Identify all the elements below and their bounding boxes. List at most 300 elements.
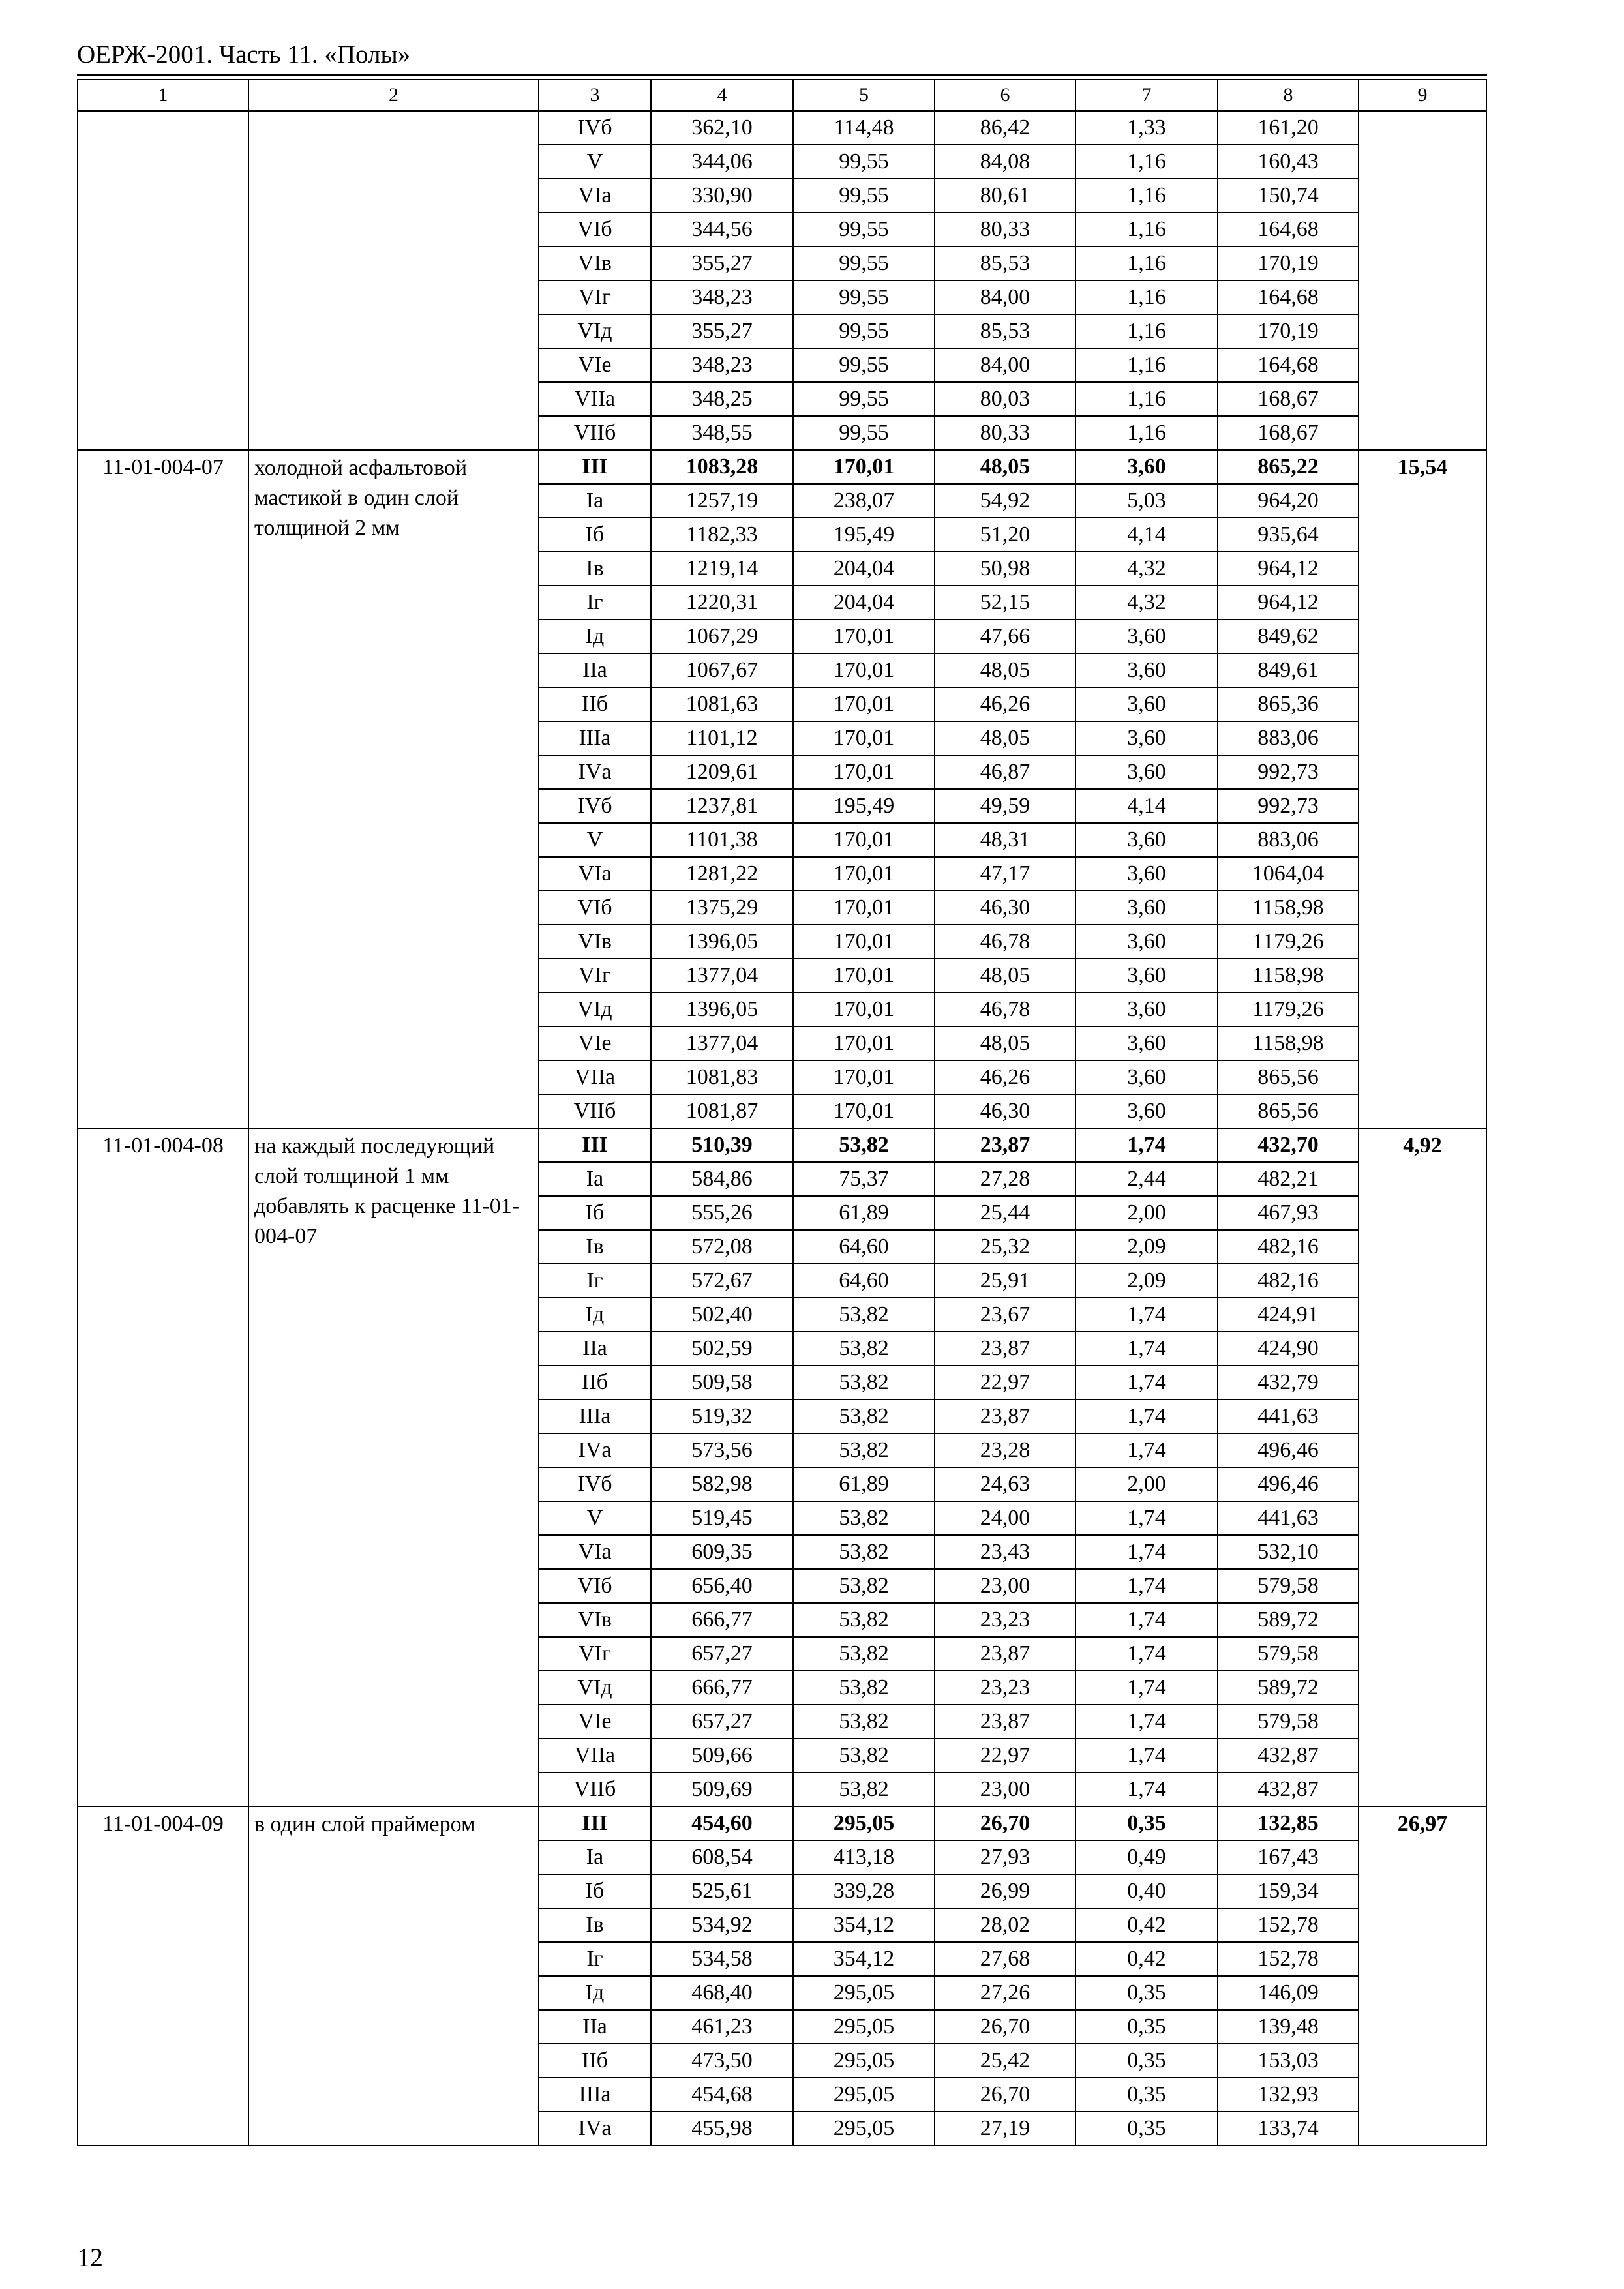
wages-cell: 61,89: [793, 1467, 935, 1501]
zone-cell: VIг: [539, 280, 651, 314]
total-cost-cell: 657,27: [651, 1637, 793, 1671]
zone-cell: V: [539, 1501, 651, 1535]
materials-cell: 164,68: [1218, 213, 1359, 247]
description-cell: [248, 111, 539, 450]
total-cost-cell: 1083,28: [651, 450, 793, 484]
labor-cell: [1359, 111, 1486, 450]
machinist-wages-cell: 1,16: [1075, 314, 1218, 348]
machines-cell: 23,87: [935, 1332, 1075, 1366]
machines-cell: 80,61: [935, 179, 1075, 213]
total-cost-cell: 657,27: [651, 1705, 793, 1739]
total-cost-cell: 330,90: [651, 179, 793, 213]
rate-description: в один слой праймером: [248, 1806, 539, 2146]
machinist-wages-cell: 3,60: [1075, 721, 1218, 755]
total-cost-cell: 510,39: [651, 1128, 793, 1162]
zone-cell: Iа: [539, 1840, 651, 1874]
machines-cell: 47,17: [935, 857, 1075, 891]
machinist-wages-cell: 5,03: [1075, 484, 1218, 518]
zone-cell: VIв: [539, 925, 651, 959]
total-cost-cell: 502,40: [651, 1298, 793, 1332]
machines-cell: 54,92: [935, 484, 1075, 518]
column-number: 8: [1218, 80, 1359, 111]
zone-cell: VIе: [539, 348, 651, 382]
table-row: [78, 1806, 1486, 1840]
machines-cell: 23,67: [935, 1298, 1075, 1332]
machinist-wages-cell: 2,00: [1075, 1196, 1218, 1230]
wages-cell: 170,01: [793, 993, 935, 1026]
materials-cell: 441,63: [1218, 1501, 1359, 1535]
machines-cell: 80,03: [935, 382, 1075, 416]
machines-cell: 25,44: [935, 1196, 1075, 1230]
machines-cell: 23,00: [935, 1569, 1075, 1603]
header-rule: [77, 74, 1487, 76]
machinist-wages-cell: 3,60: [1075, 620, 1218, 653]
machinist-wages-cell: 1,74: [1075, 1501, 1218, 1535]
total-cost-cell: 348,25: [651, 382, 793, 416]
zone-cell: VIIа: [539, 1060, 651, 1094]
materials-cell: 883,06: [1218, 721, 1359, 755]
materials-cell: 579,58: [1218, 1569, 1359, 1603]
materials-cell: 865,22: [1218, 450, 1359, 484]
machinist-wages-cell: 0,42: [1075, 1908, 1218, 1942]
materials-cell: 432,87: [1218, 1773, 1359, 1806]
materials-cell: 482,16: [1218, 1264, 1359, 1298]
machines-cell: 46,26: [935, 1060, 1075, 1094]
machines-cell: 24,00: [935, 1501, 1075, 1535]
zone-cell: VIа: [539, 857, 651, 891]
machinist-wages-cell: 1,16: [1075, 145, 1218, 179]
page-number: 12: [77, 2243, 103, 2272]
wages-cell: 53,82: [793, 1128, 935, 1162]
machinist-wages-cell: 3,60: [1075, 755, 1218, 789]
total-cost-cell: 461,23: [651, 2010, 793, 2044]
machinist-wages-cell: 1,74: [1075, 1739, 1218, 1773]
wages-cell: 170,01: [793, 891, 935, 925]
total-cost-cell: 519,32: [651, 1399, 793, 1433]
zone-cell: VIг: [539, 1637, 651, 1671]
column-number: 5: [793, 80, 935, 111]
machines-cell: 23,87: [935, 1128, 1075, 1162]
machines-cell: 26,70: [935, 1806, 1075, 1840]
machinist-wages-cell: 3,60: [1075, 823, 1218, 857]
machinist-wages-cell: 1,74: [1075, 1535, 1218, 1569]
wages-cell: 295,05: [793, 1976, 935, 2010]
machines-cell: 46,30: [935, 1094, 1075, 1128]
wages-cell: 170,01: [793, 687, 935, 721]
machines-cell: 23,00: [935, 1773, 1075, 1806]
zone-cell: Iд: [539, 1976, 651, 2010]
total-cost-cell: 1101,38: [651, 823, 793, 857]
wages-cell: 99,55: [793, 314, 935, 348]
materials-cell: 168,67: [1218, 382, 1359, 416]
materials-cell: 168,67: [1218, 416, 1359, 450]
materials-cell: 132,85: [1218, 1806, 1359, 1840]
total-cost-cell: 1377,04: [651, 1026, 793, 1060]
total-cost-cell: 1220,31: [651, 586, 793, 620]
wages-cell: 413,18: [793, 1840, 935, 1874]
total-cost-cell: 509,58: [651, 1366, 793, 1399]
wages-cell: 354,12: [793, 1942, 935, 1976]
machines-cell: 47,66: [935, 620, 1075, 653]
total-cost-cell: 1081,87: [651, 1094, 793, 1128]
materials-cell: 964,12: [1218, 552, 1359, 586]
wages-cell: 295,05: [793, 2078, 935, 2112]
materials-cell: 164,68: [1218, 280, 1359, 314]
wages-cell: 53,82: [793, 1671, 935, 1705]
machinist-wages-cell: 1,16: [1075, 179, 1218, 213]
column-number: 6: [935, 80, 1075, 111]
materials-cell: 849,61: [1218, 653, 1359, 687]
machinist-wages-cell: 3,60: [1075, 959, 1218, 993]
machines-cell: 48,05: [935, 959, 1075, 993]
machines-cell: 86,42: [935, 111, 1075, 145]
wages-cell: 170,01: [793, 450, 935, 484]
total-cost-cell: 362,10: [651, 111, 793, 145]
machines-cell: 27,19: [935, 2112, 1075, 2146]
materials-cell: 992,73: [1218, 789, 1359, 823]
machinist-wages-cell: 0,35: [1075, 2044, 1218, 2078]
zone-cell: Iг: [539, 586, 651, 620]
machines-cell: 80,33: [935, 416, 1075, 450]
labor-cost-value: 4,92: [1359, 1128, 1486, 1806]
zone-cell: VIд: [539, 993, 651, 1026]
zone-cell: Iб: [539, 518, 651, 552]
zone-cell: VIа: [539, 1535, 651, 1569]
machines-cell: 23,87: [935, 1399, 1075, 1433]
zone-cell: VIIб: [539, 1094, 651, 1128]
machines-cell: 22,97: [935, 1739, 1075, 1773]
materials-cell: 146,09: [1218, 1976, 1359, 2010]
zone-cell: IIIа: [539, 721, 651, 755]
materials-cell: 589,72: [1218, 1603, 1359, 1637]
machinist-wages-cell: 0,35: [1075, 2078, 1218, 2112]
materials-cell: 133,74: [1218, 2112, 1359, 2146]
total-cost-cell: 1101,12: [651, 721, 793, 755]
rate-description: на каждый последующий слой толщиной 1 мм добавлять к расценке 11-01-004-07: [248, 1128, 539, 1806]
total-cost-cell: 1396,05: [651, 925, 793, 959]
machinist-wages-cell: 1,74: [1075, 1671, 1218, 1705]
machines-cell: 46,87: [935, 755, 1075, 789]
total-cost-cell: 468,40: [651, 1976, 793, 2010]
total-cost-cell: 1067,67: [651, 653, 793, 687]
wages-cell: 99,55: [793, 348, 935, 382]
total-cost-cell: 525,61: [651, 1874, 793, 1908]
zone-cell: IVб: [539, 1467, 651, 1501]
total-cost-cell: 355,27: [651, 247, 793, 280]
wages-cell: 99,55: [793, 179, 935, 213]
wages-cell: 53,82: [793, 1569, 935, 1603]
wages-cell: 170,01: [793, 620, 935, 653]
zone-cell: Iб: [539, 1874, 651, 1908]
wages-cell: 170,01: [793, 721, 935, 755]
zone-cell: Iд: [539, 1298, 651, 1332]
wages-cell: 53,82: [793, 1603, 935, 1637]
materials-cell: 167,43: [1218, 1840, 1359, 1874]
rate-code: 11-01-004-09: [78, 1806, 248, 2146]
total-cost-cell: 1209,61: [651, 755, 793, 789]
materials-cell: 579,58: [1218, 1705, 1359, 1739]
column-number: 4: [651, 80, 793, 111]
zone-cell: IVа: [539, 2112, 651, 2146]
rate-code: 11-01-004-07: [78, 450, 248, 1128]
zone-cell: VIб: [539, 1569, 651, 1603]
materials-cell: 849,62: [1218, 620, 1359, 653]
column-number: 2: [248, 80, 539, 111]
zone-cell: IIб: [539, 2044, 651, 2078]
materials-cell: 496,46: [1218, 1433, 1359, 1467]
machinist-wages-cell: 1,33: [1075, 111, 1218, 145]
total-cost-cell: 582,98: [651, 1467, 793, 1501]
total-cost-cell: 1219,14: [651, 552, 793, 586]
wages-cell: 53,82: [793, 1298, 935, 1332]
materials-cell: 164,68: [1218, 348, 1359, 382]
total-cost-cell: 534,58: [651, 1942, 793, 1976]
machinist-wages-cell: 1,16: [1075, 382, 1218, 416]
zone-cell: VIIа: [539, 382, 651, 416]
wages-cell: 170,01: [793, 1094, 935, 1128]
wages-cell: 75,37: [793, 1162, 935, 1196]
machinist-wages-cell: 1,74: [1075, 1637, 1218, 1671]
machinist-wages-cell: 1,74: [1075, 1569, 1218, 1603]
wages-cell: 204,04: [793, 586, 935, 620]
zone-cell: VIIа: [539, 1739, 651, 1773]
machinist-wages-cell: 2,00: [1075, 1467, 1218, 1501]
wages-cell: 64,60: [793, 1264, 935, 1298]
machines-cell: 85,53: [935, 314, 1075, 348]
zone-cell: VIд: [539, 1671, 651, 1705]
wages-cell: 53,82: [793, 1739, 935, 1773]
wages-cell: 170,01: [793, 755, 935, 789]
zone-cell: Iв: [539, 552, 651, 586]
materials-cell: 579,58: [1218, 1637, 1359, 1671]
machines-cell: 27,68: [935, 1942, 1075, 1976]
zone-cell: III: [539, 450, 651, 484]
total-cost-cell: 608,54: [651, 1840, 793, 1874]
table-body: [78, 80, 1486, 2146]
zone-cell: Iг: [539, 1942, 651, 1976]
machinist-wages-cell: 1,16: [1075, 213, 1218, 247]
machines-cell: 23,28: [935, 1433, 1075, 1467]
table-row: [78, 1128, 1486, 1162]
wages-cell: 64,60: [793, 1230, 935, 1264]
total-cost-cell: 666,77: [651, 1671, 793, 1705]
materials-cell: 532,10: [1218, 1535, 1359, 1569]
machinist-wages-cell: 4,32: [1075, 552, 1218, 586]
machines-cell: 23,23: [935, 1671, 1075, 1705]
machines-cell: 26,70: [935, 2078, 1075, 2112]
total-cost-cell: 502,59: [651, 1332, 793, 1366]
wages-cell: 170,01: [793, 959, 935, 993]
materials-cell: 992,73: [1218, 755, 1359, 789]
total-cost-cell: 1257,19: [651, 484, 793, 518]
machinist-wages-cell: 0,40: [1075, 1874, 1218, 1908]
zone-cell: VIIб: [539, 1773, 651, 1806]
machinist-wages-cell: 3,60: [1075, 993, 1218, 1026]
machines-cell: 48,05: [935, 721, 1075, 755]
machinist-wages-cell: 3,60: [1075, 1060, 1218, 1094]
zone-cell: V: [539, 145, 651, 179]
total-cost-cell: 666,77: [651, 1603, 793, 1637]
total-cost-cell: 555,26: [651, 1196, 793, 1230]
total-cost-cell: 1081,83: [651, 1060, 793, 1094]
machines-cell: 22,97: [935, 1366, 1075, 1399]
materials-cell: 152,78: [1218, 1908, 1359, 1942]
zone-cell: VIб: [539, 891, 651, 925]
machinist-wages-cell: 1,74: [1075, 1366, 1218, 1399]
column-number-row: [78, 80, 1486, 111]
machines-cell: 51,20: [935, 518, 1075, 552]
zone-cell: IIа: [539, 1332, 651, 1366]
machinist-wages-cell: 1,74: [1075, 1603, 1218, 1637]
machines-cell: 84,00: [935, 348, 1075, 382]
zone-cell: Iд: [539, 620, 651, 653]
materials-cell: 150,74: [1218, 179, 1359, 213]
total-cost-cell: 348,23: [651, 280, 793, 314]
rate-description: холодной асфальтовой мастикой в один слой толщиной 2 мм: [248, 450, 539, 1128]
machinist-wages-cell: 2,09: [1075, 1230, 1218, 1264]
wages-cell: 99,55: [793, 382, 935, 416]
wages-cell: 99,55: [793, 247, 935, 280]
zone-cell: IVб: [539, 111, 651, 145]
total-cost-cell: 1067,29: [651, 620, 793, 653]
materials-cell: 964,12: [1218, 586, 1359, 620]
machines-cell: 50,98: [935, 552, 1075, 586]
wages-cell: 195,49: [793, 789, 935, 823]
zone-cell: III: [539, 1806, 651, 1840]
materials-cell: 1158,98: [1218, 959, 1359, 993]
machines-cell: 25,91: [935, 1264, 1075, 1298]
machinist-wages-cell: 1,74: [1075, 1332, 1218, 1366]
zone-cell: VIе: [539, 1026, 651, 1060]
zone-cell: V: [539, 823, 651, 857]
wages-cell: 53,82: [793, 1773, 935, 1806]
machines-cell: 46,78: [935, 925, 1075, 959]
machinist-wages-cell: 4,14: [1075, 789, 1218, 823]
zone-cell: VIIб: [539, 416, 651, 450]
zone-cell: VIа: [539, 179, 651, 213]
machinist-wages-cell: 0,49: [1075, 1840, 1218, 1874]
machinist-wages-cell: 1,74: [1075, 1705, 1218, 1739]
zone-cell: Iв: [539, 1230, 651, 1264]
wages-cell: 295,05: [793, 2044, 935, 2078]
machines-cell: 46,78: [935, 993, 1075, 1026]
wages-cell: 204,04: [793, 552, 935, 586]
materials-cell: 482,21: [1218, 1162, 1359, 1196]
machinist-wages-cell: 1,74: [1075, 1128, 1218, 1162]
materials-cell: 1158,98: [1218, 891, 1359, 925]
machinist-wages-cell: 1,74: [1075, 1298, 1218, 1332]
machines-cell: 27,93: [935, 1840, 1075, 1874]
total-cost-cell: 572,08: [651, 1230, 793, 1264]
total-cost-cell: 348,55: [651, 416, 793, 450]
zone-cell: VIб: [539, 213, 651, 247]
zone-cell: VIг: [539, 959, 651, 993]
total-cost-cell: 454,60: [651, 1806, 793, 1840]
machinist-wages-cell: 4,32: [1075, 586, 1218, 620]
machines-cell: 28,02: [935, 1908, 1075, 1942]
wages-cell: 53,82: [793, 1637, 935, 1671]
zone-cell: IVб: [539, 789, 651, 823]
wages-cell: 195,49: [793, 518, 935, 552]
total-cost-cell: 1281,22: [651, 857, 793, 891]
machinist-wages-cell: 0,35: [1075, 1806, 1218, 1840]
materials-cell: 865,56: [1218, 1094, 1359, 1128]
machines-cell: 27,26: [935, 1976, 1075, 2010]
column-number: 1: [78, 80, 248, 111]
total-cost-cell: 344,06: [651, 145, 793, 179]
zone-cell: III: [539, 1128, 651, 1162]
zone-cell: IIб: [539, 1366, 651, 1399]
machines-cell: 46,30: [935, 891, 1075, 925]
total-cost-cell: 534,92: [651, 1908, 793, 1942]
wages-cell: 170,01: [793, 823, 935, 857]
machines-cell: 23,87: [935, 1705, 1075, 1739]
machines-cell: 85,53: [935, 247, 1075, 280]
wages-cell: 170,01: [793, 857, 935, 891]
total-cost-cell: 454,68: [651, 2078, 793, 2112]
zone-cell: VIв: [539, 247, 651, 280]
labor-cost-value: 26,97: [1359, 1806, 1486, 2146]
zone-cell: Iа: [539, 484, 651, 518]
materials-cell: 865,56: [1218, 1060, 1359, 1094]
machinist-wages-cell: 0,35: [1075, 1976, 1218, 2010]
materials-cell: 1158,98: [1218, 1026, 1359, 1060]
machines-cell: 80,33: [935, 213, 1075, 247]
code-cell: [78, 111, 248, 450]
column-number: 7: [1075, 80, 1218, 111]
machinist-wages-cell: 2,09: [1075, 1264, 1218, 1298]
total-cost-cell: 355,27: [651, 314, 793, 348]
wages-cell: 99,55: [793, 280, 935, 314]
materials-cell: 424,91: [1218, 1298, 1359, 1332]
total-cost-cell: 656,40: [651, 1569, 793, 1603]
total-cost-cell: 1377,04: [651, 959, 793, 993]
materials-cell: 160,43: [1218, 145, 1359, 179]
zone-cell: IIIа: [539, 1399, 651, 1433]
materials-cell: 1179,26: [1218, 925, 1359, 959]
materials-cell: 153,03: [1218, 2044, 1359, 2078]
machines-cell: 48,05: [935, 653, 1075, 687]
page-header: ОЕРЖ-2001. Часть 11. «Полы»: [77, 40, 411, 68]
zone-cell: IIIа: [539, 2078, 651, 2112]
wages-cell: 53,82: [793, 1332, 935, 1366]
wages-cell: 99,55: [793, 213, 935, 247]
wages-cell: 170,01: [793, 925, 935, 959]
total-cost-cell: 573,56: [651, 1433, 793, 1467]
table-row: [78, 450, 1486, 484]
machines-cell: 24,63: [935, 1467, 1075, 1501]
total-cost-cell: 348,23: [651, 348, 793, 382]
zone-cell: IVа: [539, 755, 651, 789]
total-cost-cell: 509,69: [651, 1773, 793, 1806]
machines-cell: 23,43: [935, 1535, 1075, 1569]
zone-cell: IIа: [539, 653, 651, 687]
materials-cell: 964,20: [1218, 484, 1359, 518]
rates-table: [77, 79, 1487, 2146]
zone-cell: Iв: [539, 1908, 651, 1942]
machinist-wages-cell: 1,16: [1075, 247, 1218, 280]
machinist-wages-cell: 3,60: [1075, 1094, 1218, 1128]
machinist-wages-cell: 3,60: [1075, 653, 1218, 687]
materials-cell: 467,93: [1218, 1196, 1359, 1230]
machinist-wages-cell: 3,60: [1075, 1026, 1218, 1060]
machines-cell: 48,05: [935, 450, 1075, 484]
wages-cell: 339,28: [793, 1874, 935, 1908]
column-number: 3: [539, 80, 651, 111]
total-cost-cell: 509,66: [651, 1739, 793, 1773]
machinist-wages-cell: 0,42: [1075, 1942, 1218, 1976]
materials-cell: 432,79: [1218, 1366, 1359, 1399]
